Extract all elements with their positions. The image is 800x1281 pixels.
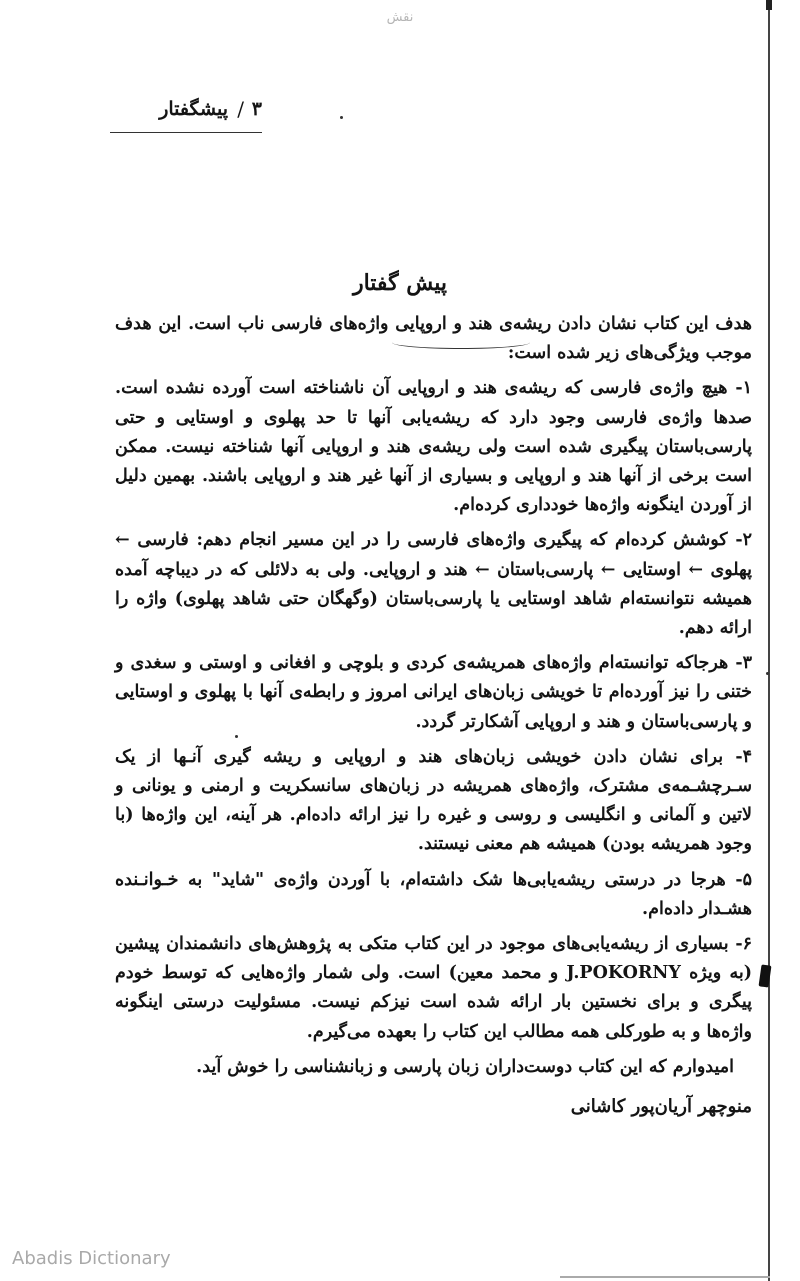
- running-header-separator: /: [237, 97, 244, 121]
- body-text: [115, 310, 752, 1121]
- bottom-rule: [560, 1276, 770, 1278]
- top-label: نقش: [386, 10, 414, 25]
- page-edge-line: [768, 0, 770, 1281]
- section-heading: پیش گفتار: [352, 270, 448, 296]
- watermark: Abadis Dictionary: [12, 1248, 171, 1269]
- corner-mark: [766, 0, 772, 10]
- stray-dot: [340, 116, 343, 119]
- page-number: ۳: [251, 98, 262, 120]
- stray-dot: [766, 672, 769, 675]
- running-header-title: پیشگفتار: [159, 98, 228, 120]
- closing-paragraph: امیدوارم که این کتاب دوست‌داران زبان پارسی و زبانشناسی را خوش آید.: [196, 1056, 734, 1077]
- numbered-paragraph-4: ۴- برای نشان دادن خویشی زبان‌های هند و اروپایی و ریشه گیری آنـها از یک سـرچشـمه‌ی مشترک، واژه‌های همریشه در زبان‌های سانسکریت و ارمنی و یونانی و لاتین و آلمانی و انگلیسی و روسی و غیره را نیز ارائه داده‌ام. هر آینه، این واژه‌ها (با وجود همریشه بودن) همیشه هم معنی نیستند.: [115, 746, 752, 855]
- intro-paragraph: هدف این کتاب نشان دادن ریشه‌ی هند و اروپایی واژه‌های فارسی ناب است. این هدف موجب ویژگی‌های زیر شده است:: [115, 314, 752, 364]
- running-header: [110, 96, 262, 133]
- author-signature: منوچهر آریان‌پور کاشانی: [570, 1096, 752, 1118]
- numbered-paragraph-3: ۳- هرجاکه توانسته‌ام واژه‌های همریشه‌ی کردی و بلوچی و افغانی و اوستی و سغدی و ختنی را نیز آورده‌ام تا خویشی زبان‌های ایرانی امروز و رابطه‌ی آنها با پهلوی و اوستایی و پارسی‌باستان و هند و اروپایی آشکارتر گردد.: [115, 653, 752, 732]
- numbered-paragraph-5: ۵- هرجا در درستی ریشه‌یابی‌ها شک داشته‌ام، با آوردن واژه‌ی "شاید" به خـوانـنده هشـدار داده‌ام.: [115, 869, 752, 919]
- numbered-paragraph-6: ۶- بسیاری از ریشه‌یابی‌های موجود در این کتاب متکی به پژوهش‌های دانشمندان پیشین (به ویژه J.POKORNY و محمد معین) است. ولی شمار واژه‌هایی که توسط خودم پیگری و برای نخستین بار ارائه شده است نیزکم نیست. مسئولیت درستی اینگونه واژه‌ها و به طورکلی همه مطالب این کتاب را بعهده می‌گیرم.: [115, 934, 752, 1042]
- numbered-paragraph-2: ۲- کوشش کرده‌ام که پیگیری واژه‌های فارسی را در این مسیر انجام دهم: فارسی ← پهلوی ← اوستایی ← پارسی‌باستان ← هند و اروپایی. ولی به دلائلی که در دیباچه آمده همیشه نتوانسته‌ام شاهد اوستایی یا پارسی‌باستان (وگهگان حتی شاهد پهلوی) واژه را ارائه دهم.: [115, 530, 752, 639]
- numbered-paragraph-1: ۱- هیچ واژه‌ی فارسی که ریشه‌ی هند و اروپایی آن ناشناخته است آورده نشده است. صدها واژه‌ی فارسی وجود دارد که ریشه‌یابی آنها تا حد پهلوی و اوستایی و حتی پارسی‌باستان پیگیری شده است ولی ریشه‌ی هند و اروپایی آنها شناخته نیست. ممکن است برخی از آنها هند و اروپایی و بسیاری از آنها غیر هند و اروپایی باشند. بهمین دلیل از آوردن اینگونه واژه‌ها خودداری کرده‌ام.: [115, 378, 752, 516]
